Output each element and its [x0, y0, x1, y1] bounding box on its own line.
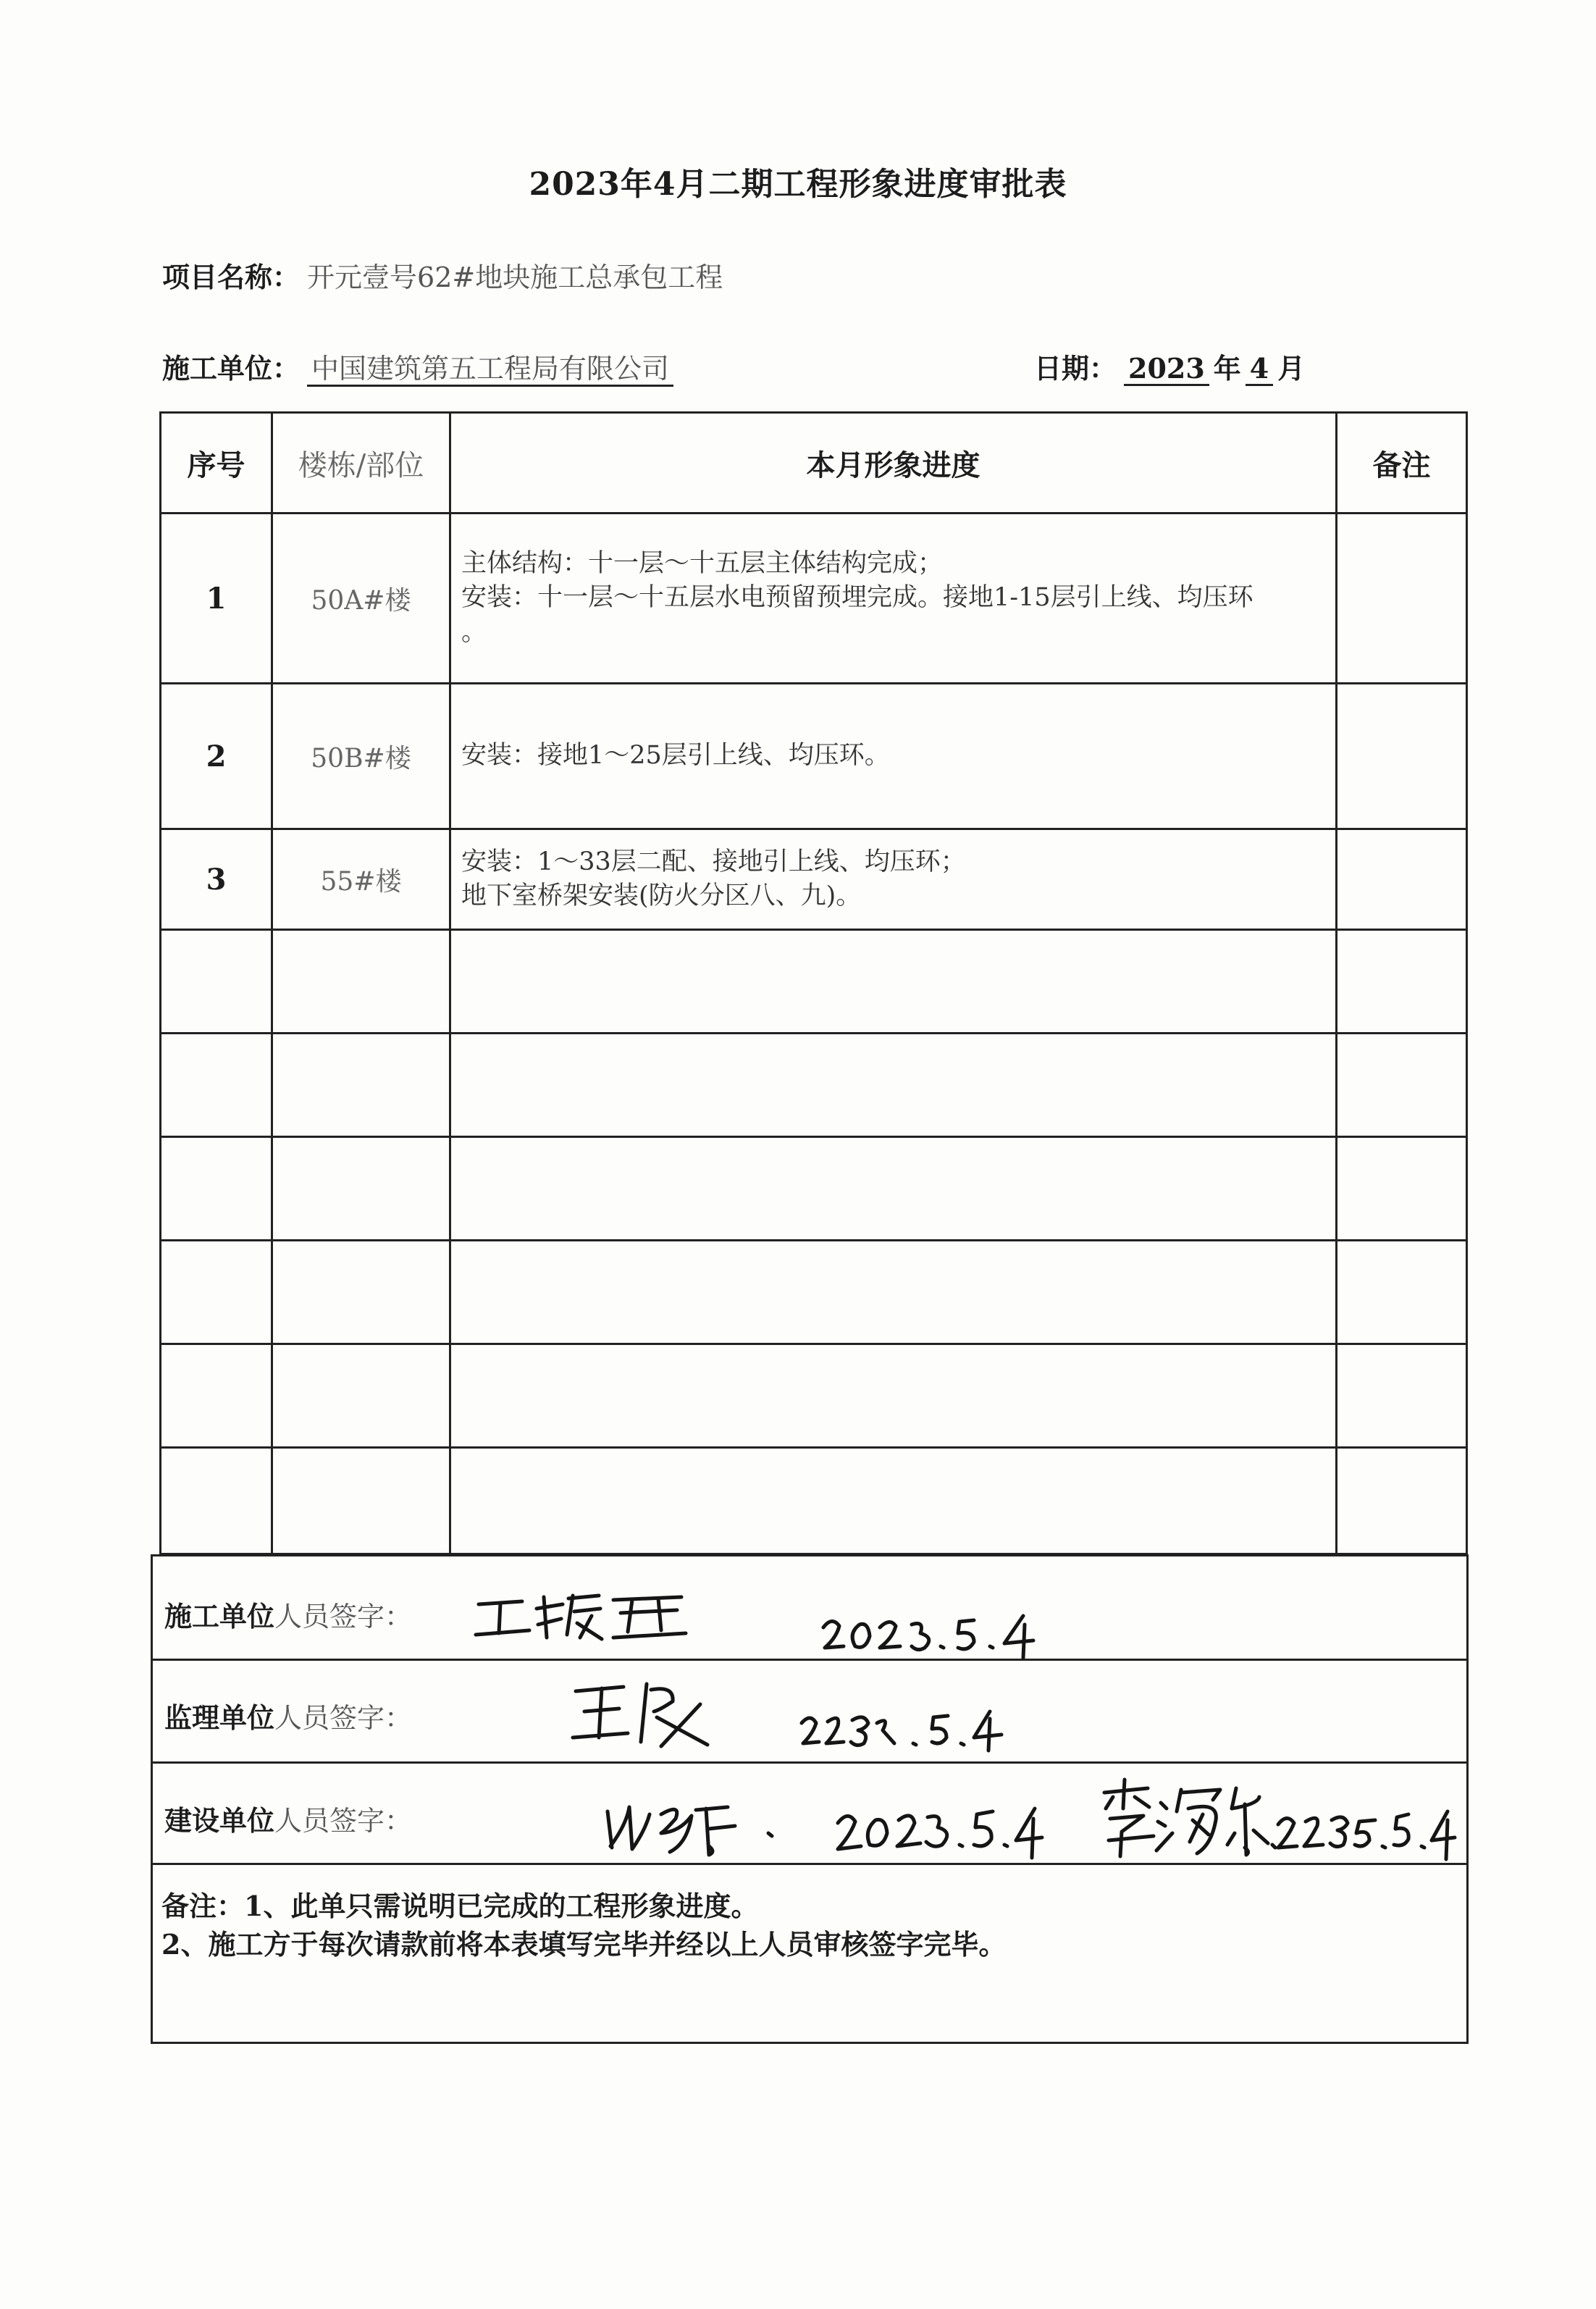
form-title: 2023年4月二期工程形象进度审批表	[529, 166, 1067, 203]
date-month: 4	[1246, 353, 1273, 386]
empty-cell	[450, 1034, 1337, 1137]
progress-line: 安装：接地1～25层引上线、均压环。	[461, 741, 890, 771]
progress-line: 安装：1～33层二配、接地引上线、均压环；	[461, 847, 966, 876]
empty-table-row	[161, 930, 1467, 1034]
construction-unit-value: 中国建筑第五工程局有限公司	[307, 354, 673, 387]
empty-cell	[272, 930, 450, 1034]
empty-table-row	[161, 1344, 1467, 1448]
note-line-2: 2、施工方于每次请款前将本表填写完毕并经以上人员审核签字完毕。	[161, 1928, 1007, 1961]
supervision-handwritten-signature	[566, 1675, 718, 1755]
project-name-line	[162, 255, 723, 295]
table-row	[161, 829, 1467, 930]
owner-handwritten-date-2	[1274, 1804, 1455, 1862]
progress-line: 。	[461, 617, 487, 647]
construction-unit-label: 施工单位：	[162, 352, 301, 385]
progress-line: 地下室桥架安装(防火分区八、九)。	[461, 881, 862, 910]
project-name-label: 项目名称：	[162, 261, 301, 293]
empty-cell	[450, 1344, 1337, 1448]
empty-table-row	[161, 1034, 1467, 1137]
empty-cell	[272, 1448, 450, 1554]
empty-cell	[1337, 930, 1467, 1034]
supervision-signature-row	[153, 1661, 1466, 1764]
table-header-row	[161, 413, 1467, 514]
empty-cell	[450, 1137, 1337, 1241]
date-label: 日期：	[1034, 352, 1117, 385]
empty-cell	[161, 1034, 272, 1137]
empty-cell	[272, 1137, 450, 1241]
row-number: 2	[161, 684, 272, 829]
construction-handwritten-date	[819, 1610, 1036, 1661]
row-progress	[450, 684, 1337, 829]
progress-line: 主体结构：十一层～十五层主体结构完成；	[461, 549, 944, 579]
table-row	[161, 514, 1467, 684]
empty-cell	[161, 1241, 272, 1344]
empty-cell	[450, 930, 1337, 1034]
date-line	[1034, 346, 1309, 386]
empty-cell	[161, 930, 272, 1034]
empty-cell	[161, 1137, 272, 1241]
row-number: 3	[161, 829, 272, 930]
empty-cell	[450, 1241, 1337, 1344]
row-remark	[1337, 684, 1467, 829]
row-building: 50B#楼	[272, 684, 450, 829]
header-progress: 本月形象进度	[450, 413, 1337, 514]
construction-signature-label: 施工单位人员签字：	[164, 1600, 413, 1633]
empty-cell	[450, 1448, 1337, 1554]
construction-unit-line	[162, 346, 673, 387]
row-number: 1	[161, 514, 272, 684]
note-line-1: 备注：1、此单只需说明已完成的工程形象进度。	[161, 1890, 759, 1922]
empty-table-row	[161, 1448, 1467, 1554]
construction-signature-row	[153, 1556, 1466, 1661]
row-building: 55#楼	[272, 829, 450, 930]
signature-section	[151, 1554, 1469, 2044]
row-remark	[1337, 514, 1467, 684]
empty-cell	[272, 1034, 450, 1137]
owner-handwritten-signature-1	[600, 1785, 818, 1861]
empty-cell	[272, 1344, 450, 1448]
empty-table-row	[161, 1241, 1467, 1344]
month-char: 月	[1277, 352, 1306, 385]
header-no: 序号	[161, 413, 272, 514]
header-building: 楼栋/部位	[272, 413, 450, 514]
owner-signature-label: 建设单位人员签字：	[164, 1804, 413, 1837]
row-remark	[1337, 829, 1467, 930]
empty-cell	[1337, 1344, 1467, 1448]
supervision-signature-label: 监理单位人员签字：	[164, 1701, 413, 1734]
header-remark: 备注	[1337, 413, 1467, 514]
row-progress	[450, 829, 1337, 930]
owner-handwritten-date-1	[832, 1801, 1042, 1861]
owner-handwritten-signature-2	[1091, 1775, 1280, 1862]
empty-cell	[161, 1344, 272, 1448]
construction-handwritten-signature	[471, 1587, 689, 1645]
empty-cell	[161, 1448, 272, 1554]
notes	[161, 1887, 1006, 1964]
empty-cell	[1337, 1448, 1467, 1554]
empty-cell	[272, 1241, 450, 1344]
date-year: 2023	[1124, 353, 1209, 386]
row-progress	[450, 514, 1337, 684]
table-row	[161, 684, 1467, 829]
empty-table-row	[161, 1137, 1467, 1241]
year-char: 年	[1213, 352, 1241, 385]
project-name-value: 开元壹号62#地块施工总承包工程	[307, 261, 723, 293]
owner-signature-row	[153, 1764, 1466, 1865]
empty-cell	[1337, 1034, 1467, 1137]
row-building: 50A#楼	[272, 514, 450, 684]
progress-table	[159, 411, 1468, 1555]
empty-cell	[1337, 1137, 1467, 1241]
progress-line: 安装：十一层～十五层水电预留预埋完成。接地1-15层引上线、均压环	[461, 583, 1253, 613]
empty-cell	[1337, 1241, 1467, 1344]
supervision-handwritten-date	[797, 1707, 1007, 1753]
